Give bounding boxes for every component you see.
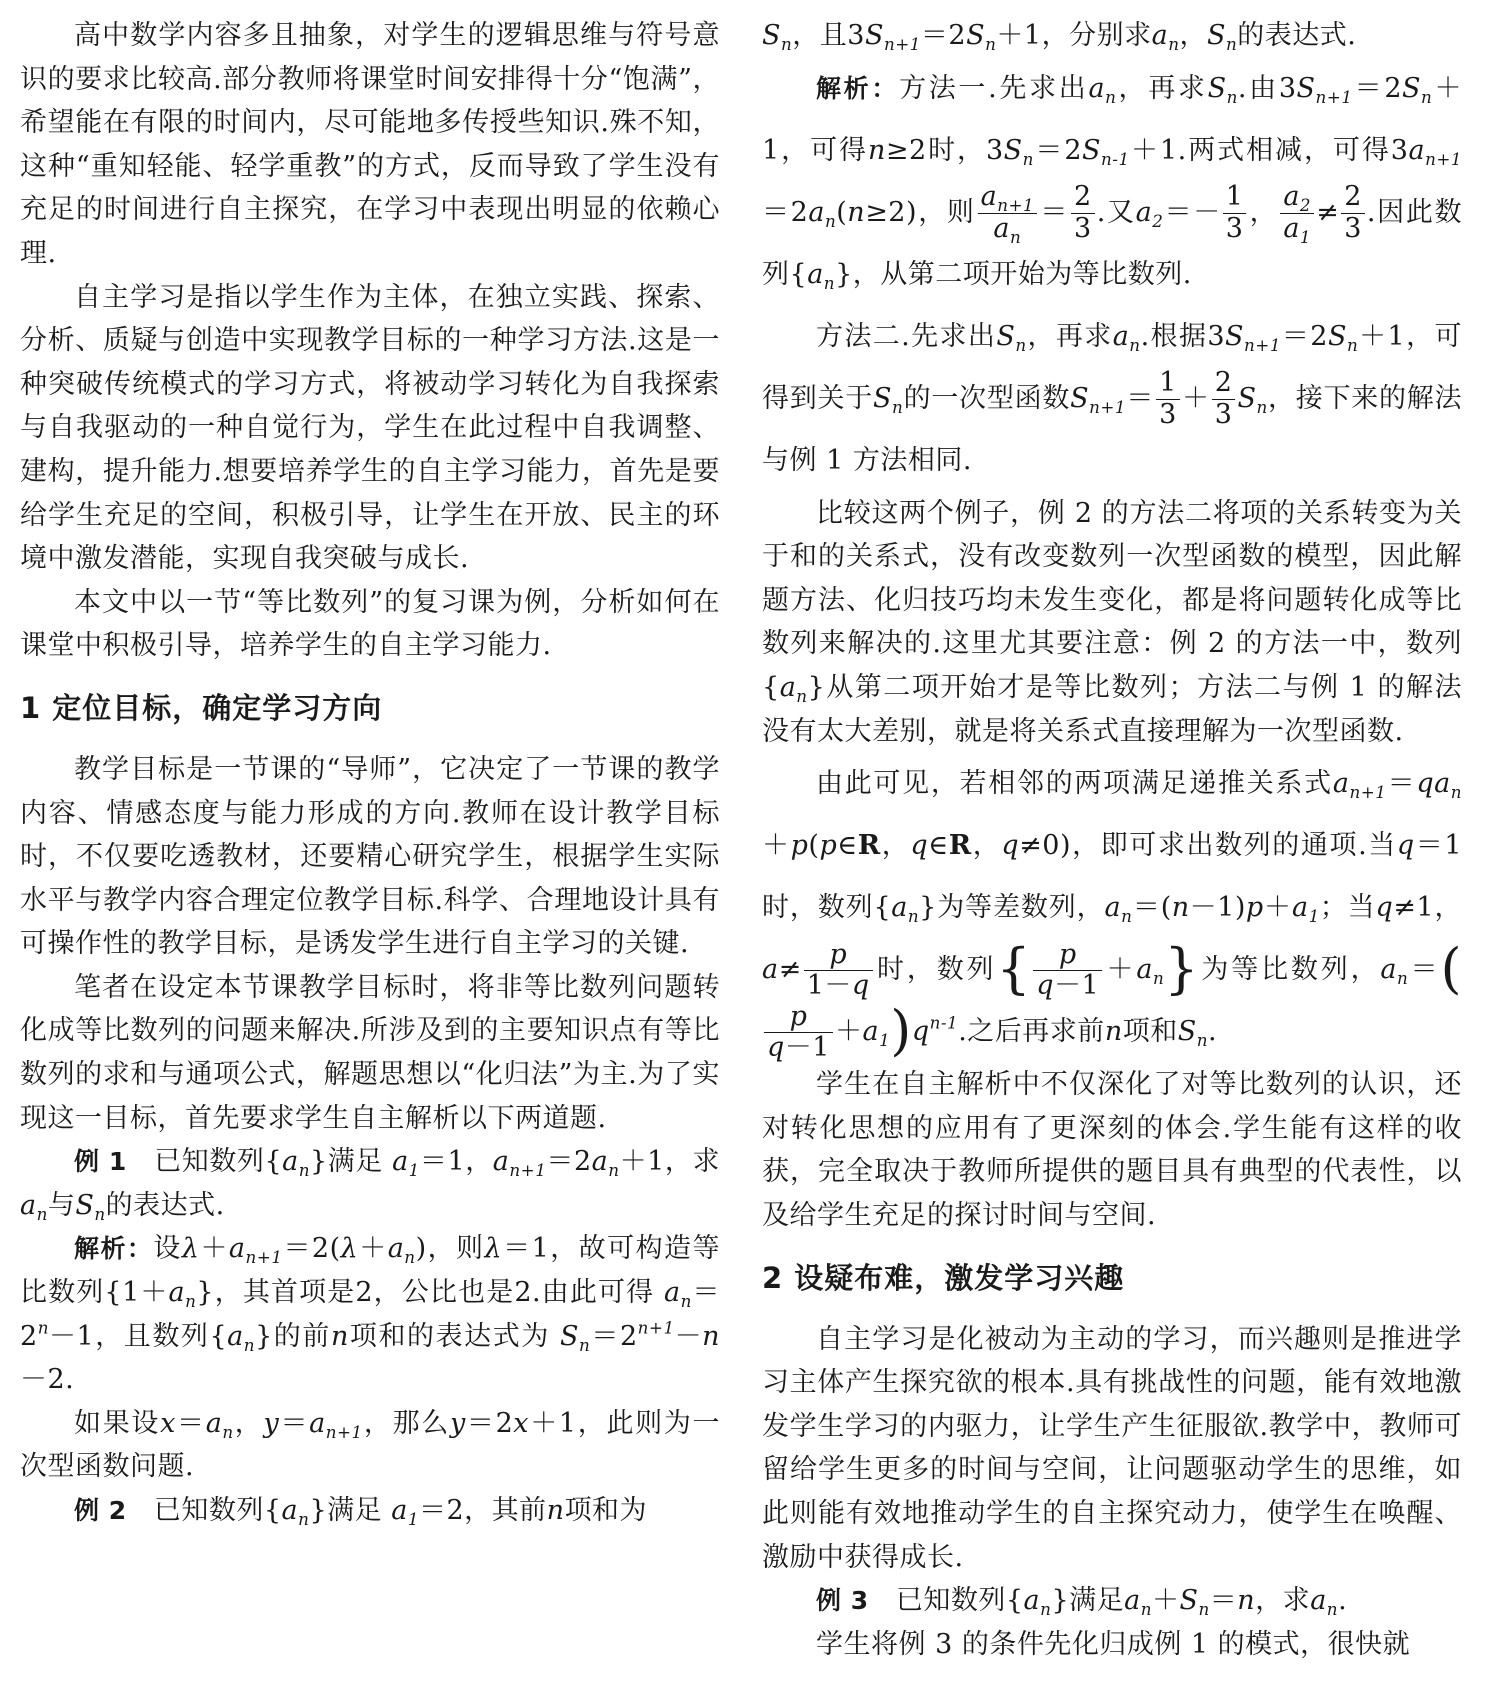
student-gain-paragraph: 学生在自主解析中不仅深化了对等比数列的认识，还对转化思想的应用有了更深刻的体会.学生能有这样的收获，完全取决于教师所提供的题目具有典型的代表性，以及给学生充足的探讨时间与空间. xyxy=(762,1069,1462,1231)
interest-paragraph: 自主学习是化被动为主动的学习，而兴趣则是推进学习主体产生探究欲的根本.具有挑战性的问题，能有效地激发学生学习的内驱力，让学生产生征服欲.教学中，教师可留给学生更多的时间与空间，让问题驱动学生的思维，如此则能有效地推动学生的自主探究动力，使学生在唤醒、激励中获得成长. xyxy=(762,1323,1462,1573)
example-1-label: 例 1 xyxy=(74,1147,127,1177)
example-3-label: 例 3 xyxy=(816,1586,869,1616)
example-1: 例 1 已知数列$\{a_n\}$满足 $a_1=1$，$a_{n+1}=2a_n+1$，求 $a_n$与$S_n$的表达式. xyxy=(20,1146,720,1224)
comparison-paragraph: 比较这两个例子，例 2 的方法二将项的关系转变为关于和的关系式，没有改变数列一次型函数的模型，因此解题方法、化归技巧均未发生变化，都是将问题转化成等比数列来解决的.这里尤其要注意：例 2 的方法一中，数列$\{a_n\}$从第二项开始才是等比数列；方法二与例 1 的解法没有太大差别，就是将关系式直接理解为一次型函数. xyxy=(762,497,1462,747)
example-2-label: 例 2 xyxy=(74,1496,127,1525)
section-heading-2: 2 设疑布难，激发学习兴趣 xyxy=(762,1260,1125,1295)
general-recurrence-paragraph: 由此可见，若相邻的两项满足递推关系式$a_{n+1}=qa_n+p(p\in R$，q∈R，q≠0)，即可求出数列的通项.当q＝1时，数列$\{a_n\}$为等差数列，$a_n=(n-1)p+a_1$；当q≠1，a≠ $\frac{p}{1-q}$ 时，数列{ $\frac{p}{q-1}$ $+a_n$}为等比数列，$a_n=$( $\frac{p}{q-1}$ $+a_1)q^{n-1}$.之后再求前n项和$S_n$. xyxy=(762,768,1463,1064)
author-paragraph: 笔者在设定本节课教学目标时，将非等比数列问题转化成等比数列的问题来解决.所涉及到的主要知识点有等比数列的求和与通项公式，解题思想以“化归法”为主.为了实现这一目标，首先要求学生自主解析以下两道题. xyxy=(20,971,720,1134)
left-column xyxy=(20,14,720,1533)
example-1-solution: 解析：设$\lambda+a_{n+1}=2(\lambda+a_n)$，则λ＝1，故可构造等比数列$\{1+a_n\}$，其首项是2，公比也是2.由此可得 $a_n=2^n-1$，且数列$\{a_n\}$的前n项和的表达式为 $S_n=2^{n+1}-n-2$. xyxy=(20,1233,721,1396)
example-2-method-1: 解析：方法一.先求出$a_n$，再求$S_n$.由$3S_{n+1}=2S_n+1$，可得n≥2时，$3S_n=2S_{n-1}+1$.两式相减，可得$3a_{n+1}=2a_n(n\ge 2)$，则 $\frac{a_{n+1}}{a_n}$ ＝ $\frac{2}{3}$ .又$a_2=-$ $\frac{1}{3}$ ， $\frac{a_2}{a_1}$ ≠ $\frac{2}{3}$ .因此数列$\{a_n\}$，从第二项开始为等比数列. xyxy=(762,72,1463,293)
solution-label: 解析： xyxy=(816,73,900,103)
goal-paragraph: 教学目标是一节课的“导师”，它决定了一节课的教学内容、情感态度与能力形成的方向.教师在设计教学目标时，不仅要吃透教材，还要精心研究学生，根据学生实际水平与教学内容合理定位教学目标.科学、合理地设计具有可操作性的教学目标，是诱发学生进行自主学习的关键. xyxy=(20,753,720,960)
self-learning-paragraph: 自主学习是指以学生作为主体，在独立实践、探索、分析、质疑与创造中实现教学目标的一种学习方法.这是一种突破传统模式的学习方式，将被动学习转化为自我探索与自我驱动的一种自觉行为，学生在此过程中自我调整、建构，提升能力.想要培养学生的自主学习能力，首先是要给学生充足的空间，积极引导，让学生在开放、民主的环境中激发潜能，实现自我突破与成长. xyxy=(20,281,720,575)
section-heading-1: 1 定位目标，确定学习方向 xyxy=(20,690,383,725)
example-2-continued: $S_n$，且$3S_{n+1}=2S_n+1$，分别求$a_n$，$S_n$的表达式. xyxy=(762,20,1357,54)
example-2: 例 2 已知数列$\{a_n\}$满足 $a_1=2$，其前n项和为 xyxy=(74,1495,648,1529)
example-2-method-2: 方法二.先求出$S_n$，再求$a_n$.根据$3S_{n+1}=2S_n+1$，可得到关于$S_n$的一次型函数$S_{n+1}=$ $\frac{1}{3}$ ＋ $\frac{2}{3}$ $S_n$，接下来的解法与例 1 方法相同. xyxy=(762,320,1463,476)
solution-label: 解析： xyxy=(74,1234,154,1264)
intro-paragraph: 高中数学内容多且抽象，对学生的逻辑思维与符号意识的要求比较高.部分教师将课堂时间安排得十分“饱满”，希望能在有限的时间内，尽可能地多传授些知识.殊不知，这种“重知轻能、轻学重教”的方式，反而导致了学生没有充足的时间进行自主探究，在学习中表现出明显的依赖心理. xyxy=(20,20,720,269)
final-paragraph: 学生将例 3 的条件先化归成例 1 的模式，很快就 xyxy=(816,1628,1411,1660)
purpose-paragraph: 本文中以一节“等比数列”的复习课为例，分析如何在课堂中积极引导，培养学生的自主学习能力. xyxy=(20,586,720,662)
example-3: 例 3 已知数列$\{a_n\}$满足$a_n+S_n=n$，求$a_n$. xyxy=(816,1585,1348,1619)
linear-function-paragraph: 如果设$x=a_n$，$y=a_{n+1}$，那么y＝2x＋1，此则为一次型函数问题. xyxy=(20,1407,721,1483)
right-column xyxy=(762,14,1462,1666)
